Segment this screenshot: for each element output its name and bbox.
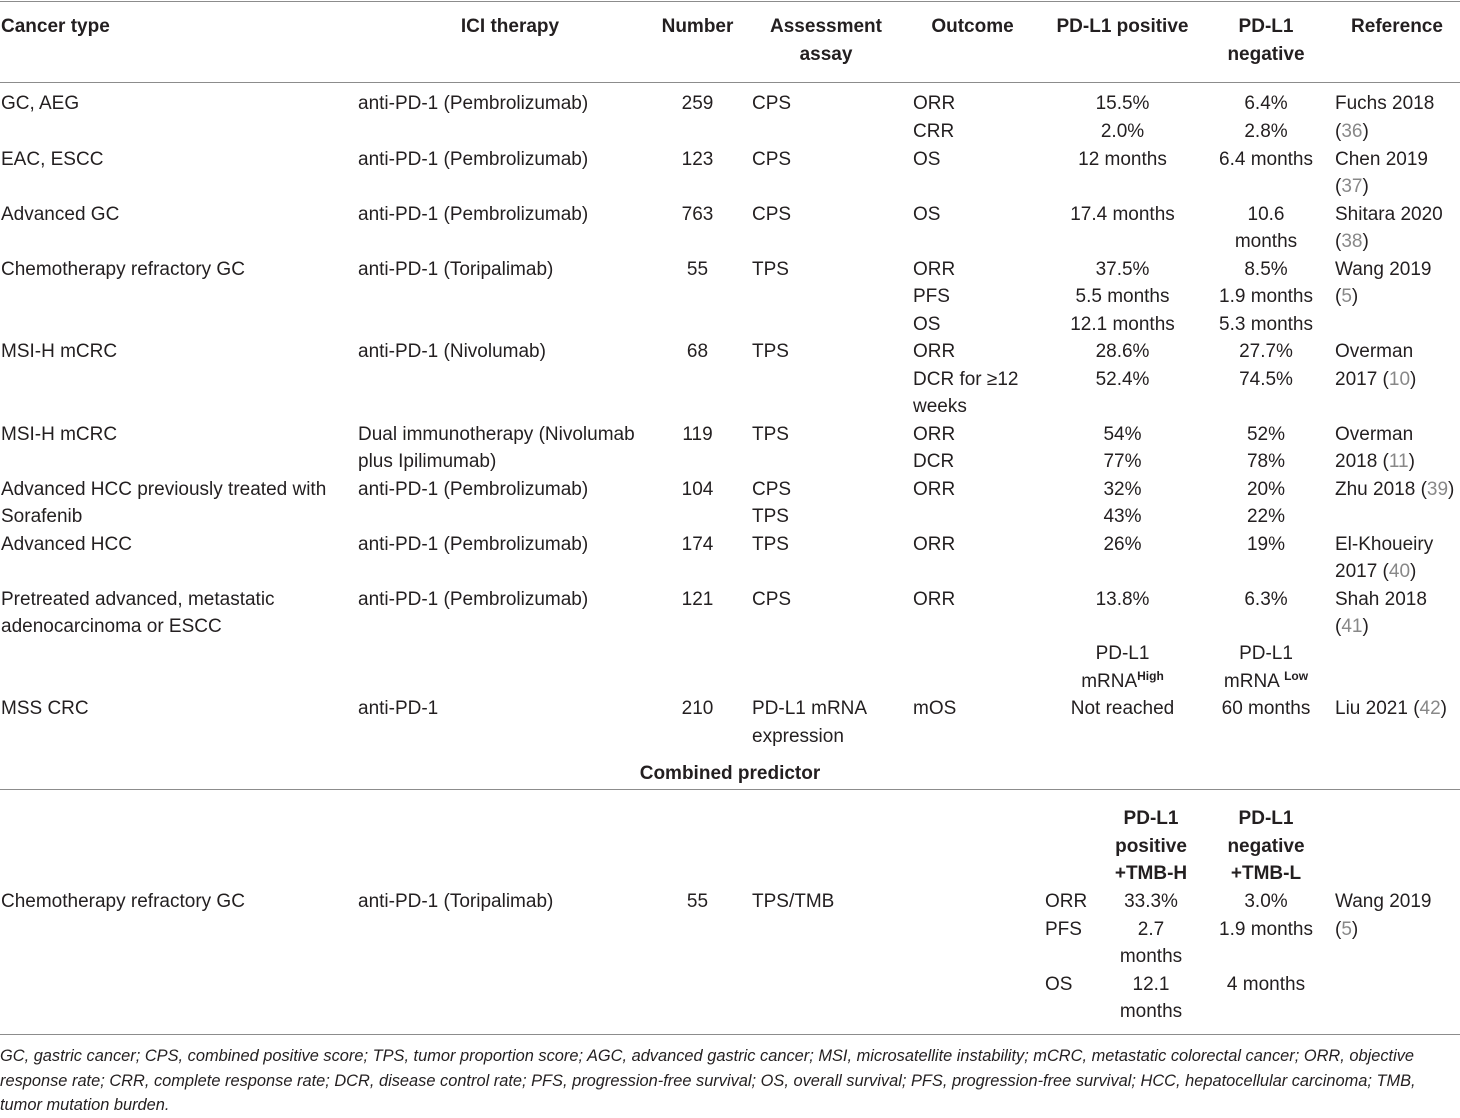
outcome-cell: ORR [1045,891,1088,912]
assay-cell: CPS [752,588,792,610]
cancer-type-cell: GC, AEG [1,93,80,114]
cancer-type-cell: MSS CRC [1,698,89,719]
cancer-type-cell: EAC, ESCC [1,148,104,170]
number-cell: 210 [681,698,714,719]
cancer-type-cell: MSI-H mCRC [1,341,118,362]
pdl1-positive-cell: 54% [1103,423,1142,445]
pdl1-positive-cell: 2.0% [1100,120,1145,142]
pdl1-negative-cell: 10.6 [1247,203,1285,225]
reference-cell: Wang 2019 [1335,891,1432,912]
pdl1-negative-cell: 1.9 months [1219,918,1313,940]
outcome-cell: CRR [913,120,955,142]
header-cancer-type: Cancer type [1,16,110,37]
outcome-cell: OS [1045,973,1073,995]
reference-link[interactable]: 41 [1341,616,1363,637]
outcome-cell: OS [913,148,941,170]
outcome-cell: ORR [913,258,956,280]
assay-cell: TPS [752,506,789,527]
header-rule [0,82,1460,83]
outcome-cell: OS [913,313,941,335]
pdl1-positive-cell: Not reached [1070,698,1175,719]
therapy-cell: anti-PD-1 (Pembrolizumab) [358,588,589,610]
reference-link[interactable]: 38 [1341,231,1363,252]
reference-cell: Overman [1335,341,1414,362]
pdl1-positive-cell: 13.8% [1095,588,1150,610]
reference-cell: Wang 2019 [1335,258,1432,280]
number-cell: 121 [681,588,714,610]
top-rule [0,1,1460,2]
outcome-cell: DCR [913,451,955,472]
therapy-cell: anti-PD-1 (Pembrolizumab) [358,533,589,555]
number-cell: 763 [681,203,714,225]
mrna-low-label-line2: mRNA $^{Low}$ [1223,668,1309,692]
reference-cell: El-Khoueiry [1335,533,1434,555]
combined-predictor-title: Combined predictor [639,763,821,784]
reference-cell: Zhu 2018 (39) [1335,478,1455,500]
pdl1-negative-cell: 4 months [1226,973,1306,995]
therapy-cell: anti-PD-1 (Pembrolizumab) [358,478,589,500]
header-assay-line2: assay [799,43,853,65]
header-reference: Reference [1351,16,1443,37]
pdl1-negative-cell: 52% [1246,423,1286,445]
number-cell: 55 [686,258,709,280]
reference-cell: (41) [1335,616,1369,637]
reference-cell: (36) [1335,120,1369,142]
combined-pos-head-1: PD-L1 [1123,808,1179,829]
combined-pos-head-3: +TMB-H [1114,863,1188,884]
combined-neg-head-2: negative [1227,835,1305,857]
pdl1-positive-cell: 32% [1103,478,1142,500]
cancer-type-cell: Advanced GC [1,203,120,225]
assay-cell: TPS/TMB [752,891,835,912]
outcome-cell: ORR [913,533,956,555]
pdl1-positive-cell: 12.1 months [1070,313,1175,335]
reference-link[interactable]: 11 [1388,451,1409,472]
pdl1-negative-cell: 1.9 months [1219,286,1313,307]
pdl1-negative-cell: 19% [1246,533,1286,555]
outcome-cell: PFS [913,286,950,307]
reference-cell: 2018 (11) [1335,451,1415,472]
combined-rule [0,789,1460,790]
reference-link[interactable]: 42 [1419,698,1441,719]
therapy-cell: Dual immunotherapy (Nivolumab [358,423,635,445]
cancer-type-cell: Pretreated advanced, metastatic [1,588,275,610]
reference-link[interactable]: 39 [1426,478,1449,500]
reference-cell: (38) [1335,231,1369,252]
table-footnote: GC, gastric cancer; CPS, combined positive score; TPS, tumor proportion score; AGC, advanced gastric cancer; MSI, microsatellite instability; mCRC, metastatic colorectal cancer; ORR, objective response rate; CRR, complete response rate; DCR, disease control rate; PFS, progression-free survival; OS, overall survival; PFS, progression-free survival; HCC, hepatocellular carcinoma; TMB, tumor mutation burden. [0,1047,1416,1114]
number-cell: 259 [681,93,714,114]
therapy-cell: anti-PD-1 [358,698,439,719]
pdl1-positive-cell: 12 months [1078,148,1167,170]
pdl1-positive-cell: 52.4% [1095,368,1150,390]
outcome-cell: mOS [913,698,957,719]
therapy-cell: anti-PD-1 (Toripalimab) [358,891,554,912]
pdl1-negative-cell: 22% [1246,506,1286,527]
assay-cell: CPS [752,203,792,225]
header-ici-therapy: ICI therapy [460,16,560,37]
assay-cell: expression [752,725,844,747]
pdl1-negative-cell: 3.0% [1244,891,1288,912]
reference-link[interactable]: 37 [1341,176,1363,197]
pdl1-positive-cell: months [1119,946,1183,967]
pdl1-negative-cell: 6.4 months [1219,148,1313,170]
therapy-cell: plus Ipilimumab) [358,451,497,472]
outcome-cell: ORR [913,478,956,500]
pdl1-negative-cell: 8.5% [1244,258,1288,280]
number-cell: 174 [681,533,714,555]
reference-cell: Fuchs 2018 [1335,93,1435,114]
reference-link[interactable]: 10 [1388,368,1411,390]
pdl1-negative-cell: 74.5% [1239,368,1293,390]
number-cell: 119 [682,423,713,445]
assay-cell: PD-L1 mRNA [752,698,868,719]
outcome-cell: weeks [913,396,967,417]
cancer-type-cell: Sorafenib [1,506,83,527]
header-pdl1-positive: PD-L1 positive [1056,16,1189,37]
pdl1-positive-cell: 43% [1103,506,1142,527]
outcome-cell: ORR [913,423,956,445]
outcome-cell: ORR [913,341,956,362]
pdl1-negative-cell: 60 months [1221,698,1311,719]
combined-pos-head-2: positive [1115,835,1187,857]
pdl1-negative-cell: 6.3% [1244,588,1288,610]
reference-cell: (5) [1335,918,1359,940]
cancer-type-cell: Chemotherapy refractory GC [1,258,245,280]
therapy-cell: anti-PD-1 (Nivolumab) [358,341,546,362]
outcome-cell: ORR [913,93,956,114]
header-assay-line1: Assessment [770,16,882,37]
reference-link[interactable]: 5 [1341,286,1352,307]
cancer-type-cell: Chemotherapy refractory GC [1,891,245,912]
reference-link[interactable]: 36 [1341,120,1363,142]
header-outcome: Outcome [931,16,1014,37]
mrna-high-label-line1: PD-L1 [1095,643,1150,664]
pdl1-negative-cell: 27.7% [1239,341,1293,362]
combined-neg-head-1: PD-L1 [1238,808,1294,829]
mrna-low-label-line1: PD-L1 [1239,643,1293,664]
number-cell: 68 [686,341,709,362]
cancer-type-cell: Advanced HCC [1,533,132,555]
outcome-cell: PFS [1045,918,1082,940]
reference-link[interactable]: 40 [1388,561,1411,582]
reference-cell: 2017 (10) [1335,368,1417,390]
reference-cell: Shitara 2020 [1335,203,1443,225]
header-pdl1-negative-line2: negative [1227,43,1305,65]
pdl1-negative-cell: 5.3 months [1219,313,1313,335]
reference-cell: Shah 2018 [1335,588,1427,610]
cancer-type-cell: MSI-H mCRC [1,423,118,445]
reference-cell: (37) [1335,176,1369,197]
reference-cell: Chen 2019 [1335,148,1428,170]
therapy-cell: anti-PD-1 (Pembrolizumab) [358,203,589,225]
pdl1-positive-cell: 5.5 months [1075,286,1170,307]
number-cell: 104 [681,478,714,500]
header-number: Number [661,16,734,37]
pdl1-positive-cell: 37.5% [1095,258,1150,280]
reference-link[interactable]: 5 [1341,918,1352,940]
outcome-cell: ORR [913,588,956,610]
therapy-cell: anti-PD-1 (Pembrolizumab) [358,93,589,114]
assay-cell: TPS [752,423,789,445]
cancer-type-cell: adenocarcinoma or ESCC [1,616,222,637]
pdl1-negative-cell: months [1234,231,1298,252]
reference-cell: Overman [1335,423,1414,445]
pdl1-positive-cell: 2.7 [1137,918,1165,940]
mrna-high-label-line2: mRNA$^{High}$ [1081,668,1164,692]
reference-cell: (5) [1335,286,1359,307]
pdl1-positive-cell: 17.4 months [1070,203,1175,225]
assay-cell: TPS [752,258,789,280]
header-pdl1-negative-line1: PD-L1 [1238,16,1294,37]
pdl1-positive-cell: months [1119,1001,1183,1022]
therapy-cell: anti-PD-1 (Toripalimab) [358,258,554,280]
reference-cell: Liu 2021 (42) [1335,698,1447,719]
pdl1-negative-cell: 78% [1246,451,1286,472]
combined-neg-head-3: +TMB-L [1230,863,1302,884]
assay-cell: TPS [752,341,789,362]
bottom-rule [0,1034,1460,1035]
assay-cell: TPS [752,533,789,555]
pdl1-negative-cell: 20% [1246,478,1286,500]
assay-cell: CPS [752,148,792,170]
pdl1-positive-cell: 33.3% [1124,891,1178,912]
assay-cell: CPS [752,478,792,500]
pdl1-positive-cell: 12.1 [1132,973,1170,995]
number-cell: 55 [686,891,709,912]
pdl1-negative-cell: 6.4% [1244,93,1288,114]
assay-cell: CPS [752,93,792,114]
pdl1-positive-cell: 28.6% [1095,341,1150,362]
outcome-cell: OS [913,203,941,225]
pdl1-positive-cell: 26% [1103,533,1142,555]
reference-cell: 2017 (40) [1335,561,1417,582]
number-cell: 123 [681,148,714,170]
therapy-cell: anti-PD-1 (Pembrolizumab) [358,148,589,170]
pdl1-positive-cell: 77% [1103,451,1142,472]
cancer-type-cell: Advanced HCC previously treated with [1,478,327,500]
pdl1-positive-cell: 15.5% [1095,93,1150,114]
pdl1-negative-cell: 2.8% [1244,120,1288,142]
outcome-cell: DCR for ≥12 [913,368,1019,390]
